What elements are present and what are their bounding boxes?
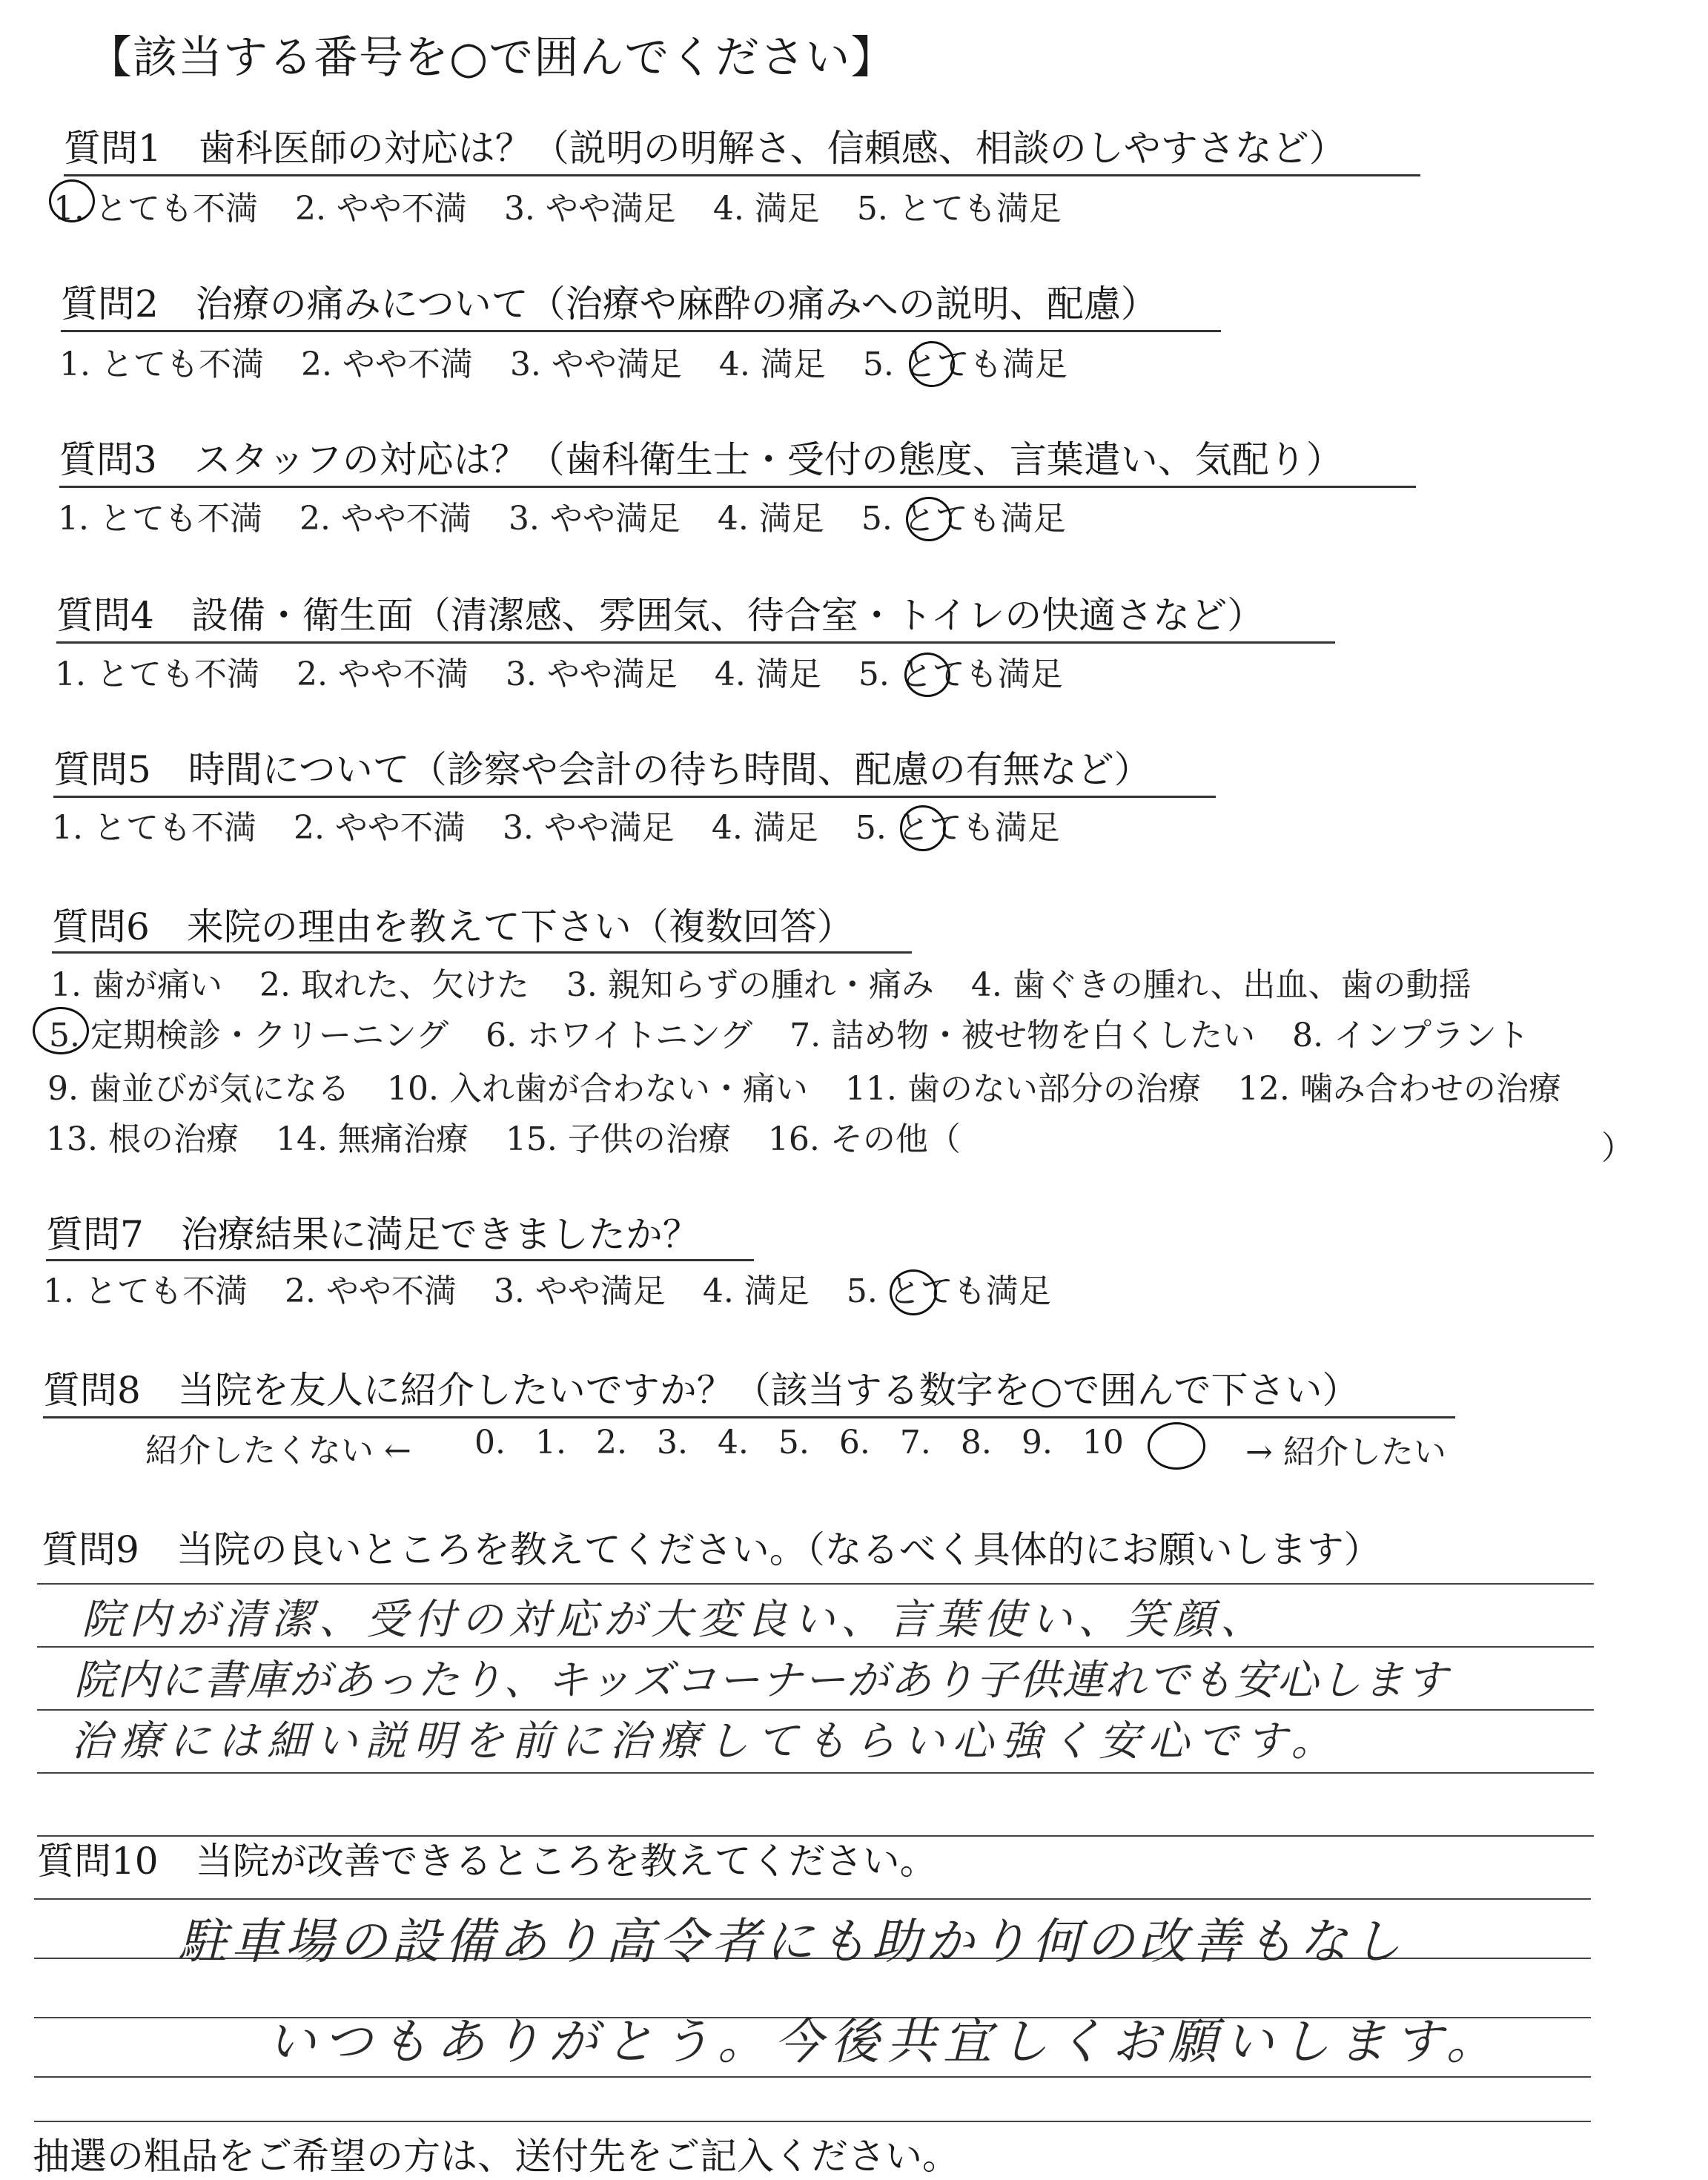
question-5-label: 質問5 時間について（診察や会計の待ち時間、配慮の有無など） (53, 748, 1151, 791)
q4-option-2[interactable]: 2. やや不満 (296, 655, 469, 693)
q1-option-5[interactable]: 5. とても満足 (856, 190, 1062, 228)
q6-option-12[interactable]: 12. 噛み合わせの治療 (1237, 1070, 1561, 1108)
q8-scale-0[interactable]: 0. (474, 1424, 506, 1461)
q8-left-label: 紹介したくない ← (145, 1432, 411, 1470)
q6-option-16[interactable]: 16. その他（ (767, 1120, 961, 1158)
page-title: 【該当する番号を○で囲んでください】 (87, 32, 896, 84)
q8-scale-4[interactable]: 4. (717, 1424, 749, 1461)
q10-answer-line-2: いつもありがとう。今後共宜しくお願いします。 (267, 2013, 1503, 2070)
q8-scale (474, 1424, 1153, 1461)
q7-option-5[interactable]: 5. とても満足 (846, 1272, 1051, 1310)
q6-option-9[interactable]: 9. 歯並びが気になる (47, 1070, 350, 1108)
q6-option-10[interactable]: 10. 入れ歯が合わない・痛い (386, 1070, 808, 1108)
question-1-options (53, 182, 1099, 229)
q4-option-4[interactable]: 4. 満足 (714, 655, 821, 693)
question-2-underline (61, 330, 1221, 332)
q2-option-3[interactable]: 3. やや満足 (509, 346, 682, 383)
q6-other-close-paren: ） (1601, 1129, 1634, 1167)
question-10-label: 質問10 当院が改善できるところを教えてください。 (37, 1840, 937, 1883)
q6-option-8[interactable]: 8. インプラント (1292, 1017, 1530, 1054)
q10-rule-1 (34, 1898, 1591, 1900)
q6-option-6[interactable]: 6. ホワイトニング (486, 1017, 753, 1054)
q7-option-1[interactable]: 1. とても不満 (43, 1272, 248, 1310)
question-6-underline (52, 951, 912, 954)
q4-option-1[interactable]: 1. とても不満 (55, 655, 259, 693)
q3-option-1[interactable]: 1. とても不満 (58, 500, 262, 538)
q5-option-4[interactable]: 4. 満足 (711, 809, 818, 847)
question-7-label: 質問7 治療結果に満足できましたか？ (46, 1213, 700, 1256)
q9-answer-line-2: 院内に書庫があったり、キッズコーナーがあり子供連れでも安心します (74, 1657, 1449, 1705)
q6-option-4[interactable]: 4. 歯ぐきの腫れ、出血、歯の動揺 (970, 966, 1472, 1004)
q9-answer-line-3: 治療には細い説明を前に治療してもらい心強く安心です。 (71, 1717, 1340, 1766)
q6-option-11[interactable]: 11. 歯のない部分の治療 (844, 1070, 1201, 1108)
question-8-underline (43, 1416, 1455, 1418)
q5-option-3[interactable]: 3. やや満足 (502, 809, 675, 847)
q3-option-2[interactable]: 2. やや不満 (299, 500, 471, 538)
q5-option-5[interactable]: 5. とても満足 (855, 809, 1060, 847)
q8-selected-circle (1148, 1422, 1205, 1470)
question-6-row-1 (50, 958, 1509, 1005)
q8-scale-5[interactable]: 5. (778, 1424, 810, 1461)
q2-option-2[interactable]: 2. やや不満 (300, 346, 473, 383)
q8-scale-3[interactable]: 3. (656, 1424, 688, 1461)
q2-option-1[interactable]: 1. とても不満 (59, 346, 264, 383)
question-3-underline (59, 486, 1416, 488)
question-9-label: 質問9 当院の良いところを教えてください。（なるべく具体的にお願いします） (42, 1528, 1381, 1571)
q5-option-2[interactable]: 2. やや不満 (293, 809, 466, 847)
question-1-label: 質問1 歯科医師の対応は？（説明の明解さ、信頼感、相談のしやすさなど） (64, 127, 1346, 170)
question-8-label: 質問8 当院を友人に紹介したいですか？（該当する数字を○で囲んで下さい） (43, 1369, 1360, 1412)
q6-option-1[interactable]: 1. 歯が痛い (50, 966, 222, 1004)
q8-right-label: → 紹介したい (1245, 1433, 1446, 1471)
q4-option-3[interactable]: 3. やや満足 (505, 655, 678, 693)
q1-option-4[interactable]: 4. 満足 (712, 190, 820, 228)
q1-option-3[interactable]: 3. やや満足 (503, 190, 676, 228)
q10-answer-line-1: 駐車場の設備あり高令者にも助かり何の改善もなし (178, 1913, 1406, 1970)
q2-option-5[interactable]: 5. とても満足 (862, 346, 1068, 383)
q8-scale-9[interactable]: 9. (1021, 1424, 1053, 1461)
question-5-underline (53, 796, 1216, 798)
q9-rule-4 (37, 1772, 1594, 1774)
q3-selected-circle (906, 497, 952, 541)
q8-scale-1[interactable]: 1. (534, 1424, 566, 1461)
q3-option-5[interactable]: 5. とても満足 (861, 500, 1066, 538)
q8-scale-10[interactable]: 10 (1082, 1424, 1124, 1461)
q5-option-1[interactable]: 1. とても不満 (52, 809, 256, 847)
q6-option-14[interactable]: 14. 無痛治療 (275, 1120, 469, 1158)
question-6-row-2 (49, 1008, 1566, 1056)
question-7-underline (46, 1259, 754, 1261)
q4-option-5[interactable]: 5. とても満足 (858, 655, 1063, 693)
question-6-row-3 (47, 1062, 1598, 1109)
q3-option-4[interactable]: 4. 満足 (717, 500, 824, 538)
question-2-label: 質問2 治療の痛みについて（治療や麻酔の痛みへの説明、配慮） (61, 283, 1158, 326)
question-1-underline (64, 174, 1420, 176)
q1-option-2[interactable]: 2. やや不満 (294, 190, 467, 228)
q10-rule-5 (34, 2121, 1591, 2122)
q7-selected-circle (890, 1269, 937, 1315)
footer-text: 抽選の粗品をご希望の方は、送付先をご記入ください。 (33, 2135, 959, 2178)
question-4-label: 質問4 設備・衛生面（清潔感、雰囲気、待合室・トイレの快適さなど） (56, 594, 1265, 637)
q7-option-4[interactable]: 4. 満足 (702, 1272, 810, 1310)
q6-selected-circle (33, 1007, 89, 1054)
q8-scale-6[interactable]: 6. (838, 1424, 870, 1461)
q6-option-7[interactable]: 7. 詰め物・被せ物を白くしたい (790, 1017, 1256, 1054)
q7-option-2[interactable]: 2. やや不満 (284, 1272, 457, 1310)
q6-option-3[interactable]: 3. 親知らずの腫れ・痛み (566, 966, 934, 1004)
q6-option-2[interactable]: 2. 取れた、欠けた (259, 966, 529, 1004)
q5-selected-circle (900, 805, 946, 851)
question-4-underline (56, 641, 1335, 644)
q3-option-3[interactable]: 3. やや満足 (508, 500, 681, 538)
q1-selected-circle (49, 179, 95, 222)
q6-option-5[interactable]: 5. 定期検診・クリーニング (49, 1017, 449, 1054)
question-6-label: 質問6 来院の理由を教えて下さい（複数回答） (52, 905, 854, 948)
question-3-label: 質問3 スタッフの対応は？（歯科衛生士・受付の態度、言葉遣い、気配り） (59, 438, 1343, 481)
q6-option-13[interactable]: 13. 根の治療 (46, 1120, 239, 1158)
q2-option-4[interactable]: 4. 満足 (718, 346, 826, 383)
q2-selected-circle (909, 341, 955, 387)
q8-scale-8[interactable]: 8. (960, 1424, 992, 1461)
q4-selected-circle (904, 653, 950, 697)
q9-rule-1 (37, 1583, 1594, 1585)
q6-option-15[interactable]: 15. 子供の治療 (505, 1120, 731, 1158)
q8-scale-7[interactable]: 7. (899, 1424, 931, 1461)
q8-scale-2[interactable]: 2. (595, 1424, 627, 1461)
q10-rule-4 (34, 2076, 1591, 2078)
q1-option-1[interactable]: 1. とても不満 (53, 190, 258, 228)
question-6-row-4 (46, 1112, 998, 1160)
q9-answer-line-1: 院内が清潔、受付の対応が大変良い、言葉使い、笑顔、 (82, 1596, 1268, 1644)
q7-option-3[interactable]: 3. やや満足 (493, 1272, 666, 1310)
